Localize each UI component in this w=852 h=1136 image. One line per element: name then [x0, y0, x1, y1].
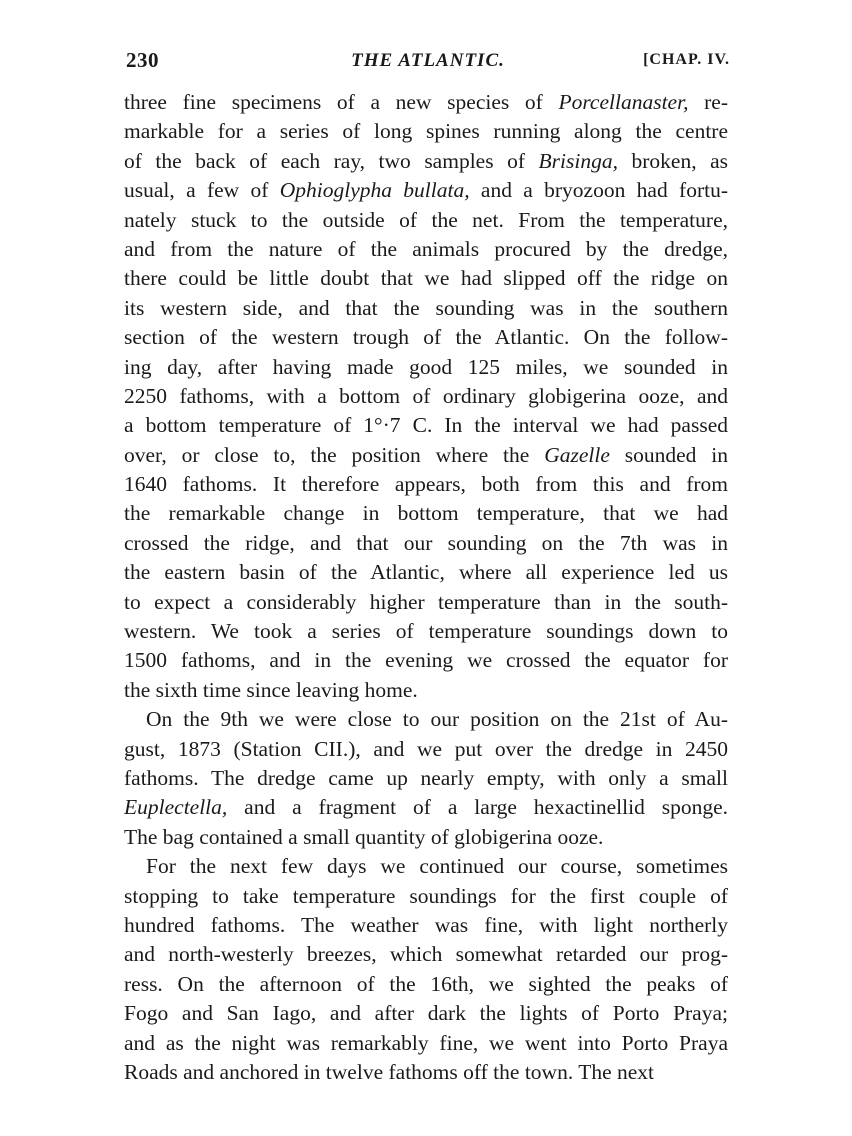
text-line	[124, 441, 728, 470]
text-segment: section of the western trough of the Atlantic. On the follow-	[124, 325, 728, 350]
text-segment: three fine specimens of a new species of	[124, 90, 559, 114]
text-line	[124, 294, 728, 323]
text-segment: 1640 fathoms. It therefore appears, both from this and from	[124, 472, 728, 497]
text-segment: gust, 1873 (Station CII.), and we put over the dredge in 2450	[124, 736, 728, 761]
text-segment: the remarkable change in bottom temperature, that we had	[124, 501, 728, 526]
text-segment: and a bryozoon had fortu-	[469, 178, 728, 203]
italic-term: Ophioglypha bullata,	[279, 178, 470, 203]
text-line	[124, 617, 728, 646]
running-title: THE ATLANTIC.	[351, 50, 505, 71]
text-segment: ing day, after having made good 125 miles, we sounded in	[124, 354, 728, 379]
text-line	[124, 323, 728, 352]
text-segment: sounded in	[609, 442, 728, 467]
text-line	[124, 970, 728, 999]
text-line	[124, 940, 728, 969]
text-segment: the eastern basin of the Atlantic, where all experience led us	[124, 560, 728, 585]
text-segment: there could be little doubt that we had slipped off the ridge on	[124, 266, 728, 291]
text-line	[124, 823, 728, 852]
text-segment: The bag contained a small quantity of globigerina ooze.	[124, 824, 604, 849]
text-segment: Fogo and San Iago, and after dark the lights of Porto Praya;	[124, 1001, 728, 1026]
text-segment: re-	[688, 90, 728, 114]
text-line	[124, 117, 728, 146]
text-line	[124, 470, 728, 499]
text-line	[124, 147, 728, 176]
text-line	[124, 705, 728, 734]
text-segment: broken, as	[617, 148, 728, 173]
text-segment: markable for a series of long spines running along the centre	[124, 119, 728, 144]
text-segment: For the next few days we continued our course, sometimes	[146, 854, 728, 879]
text-segment: over, or close to, the position where the	[124, 442, 545, 467]
text-segment: nately stuck to the outside of the net. From the temperature,	[124, 207, 728, 232]
italic-term: Euplectella,	[124, 795, 228, 820]
text-line	[124, 793, 728, 822]
text-line	[124, 529, 728, 558]
text-segment: of the back of each ray, two samples of	[124, 148, 539, 173]
text-line	[124, 353, 728, 382]
chapter-label: [CHAP. IV.	[643, 51, 730, 68]
text-line	[124, 176, 728, 205]
text-segment: 2250 fathoms, with a bottom of ordinary globigerina ooze, and	[124, 383, 728, 408]
text-line	[124, 999, 728, 1028]
text-line	[124, 382, 728, 411]
text-line	[124, 911, 728, 940]
text-line	[124, 588, 728, 617]
text-line	[124, 676, 728, 705]
text-segment: and as the night was remarkably fine, we went into Porto Praya	[124, 1030, 728, 1055]
text-line	[124, 235, 728, 264]
text-segment: hundred fathoms. The weather was fine, with light northerly	[124, 912, 728, 937]
italic-term: Brisinga,	[538, 148, 618, 173]
text-line	[124, 852, 728, 881]
text-line	[124, 1029, 728, 1058]
text-line	[124, 1058, 728, 1087]
text-line	[124, 206, 728, 235]
text-segment: fathoms. The dredge came up nearly empty, with only a small	[124, 765, 728, 790]
text-line	[124, 735, 728, 764]
text-segment: usual, a few of	[124, 178, 280, 203]
body-text	[124, 88, 728, 1087]
text-segment: western. We took a series of temperature soundings down to	[124, 619, 728, 644]
page-number: 230	[126, 48, 159, 72]
running-header	[126, 48, 730, 78]
italic-term: Gazelle	[544, 442, 610, 467]
text-segment: a bottom temperature of 1°·7 C. In the interval we had passed	[124, 413, 728, 438]
text-segment: the sixth time since leaving home.	[124, 677, 418, 702]
text-segment: and a fragment of a large hexactinellid sponge.	[227, 795, 728, 820]
text-segment: ress. On the afternoon of the 16th, we sighted the peaks of	[124, 971, 728, 996]
text-segment: crossed the ridge, and that our sounding on the 7th was in	[124, 530, 728, 555]
text-segment: its western side, and that the sounding was in the southern	[124, 295, 728, 320]
text-line	[124, 499, 728, 528]
text-segment: and from the nature of the animals procured by the dredge,	[124, 236, 728, 261]
text-segment: to expect a considerably higher temperature than in the south-	[124, 589, 728, 614]
italic-term: Porcellanaster,	[558, 90, 689, 114]
text-line	[124, 882, 728, 911]
text-segment: and north-westerly breezes, which somewhat retarded our prog-	[124, 942, 728, 967]
text-segment: On the 9th we were close to our position on the 21st of Au-	[146, 707, 728, 732]
text-line	[124, 88, 728, 117]
text-line	[124, 764, 728, 793]
text-segment: Roads and anchored in twelve fathoms off the town. The next	[124, 1059, 655, 1084]
text-line	[124, 264, 728, 293]
text-segment: 1500 fathoms, and in the evening we crossed the equator for	[124, 648, 728, 673]
text-line	[124, 646, 728, 675]
text-line	[124, 558, 728, 587]
text-segment: stopping to take temperature soundings for the first couple of	[124, 883, 728, 908]
text-line	[124, 411, 728, 440]
